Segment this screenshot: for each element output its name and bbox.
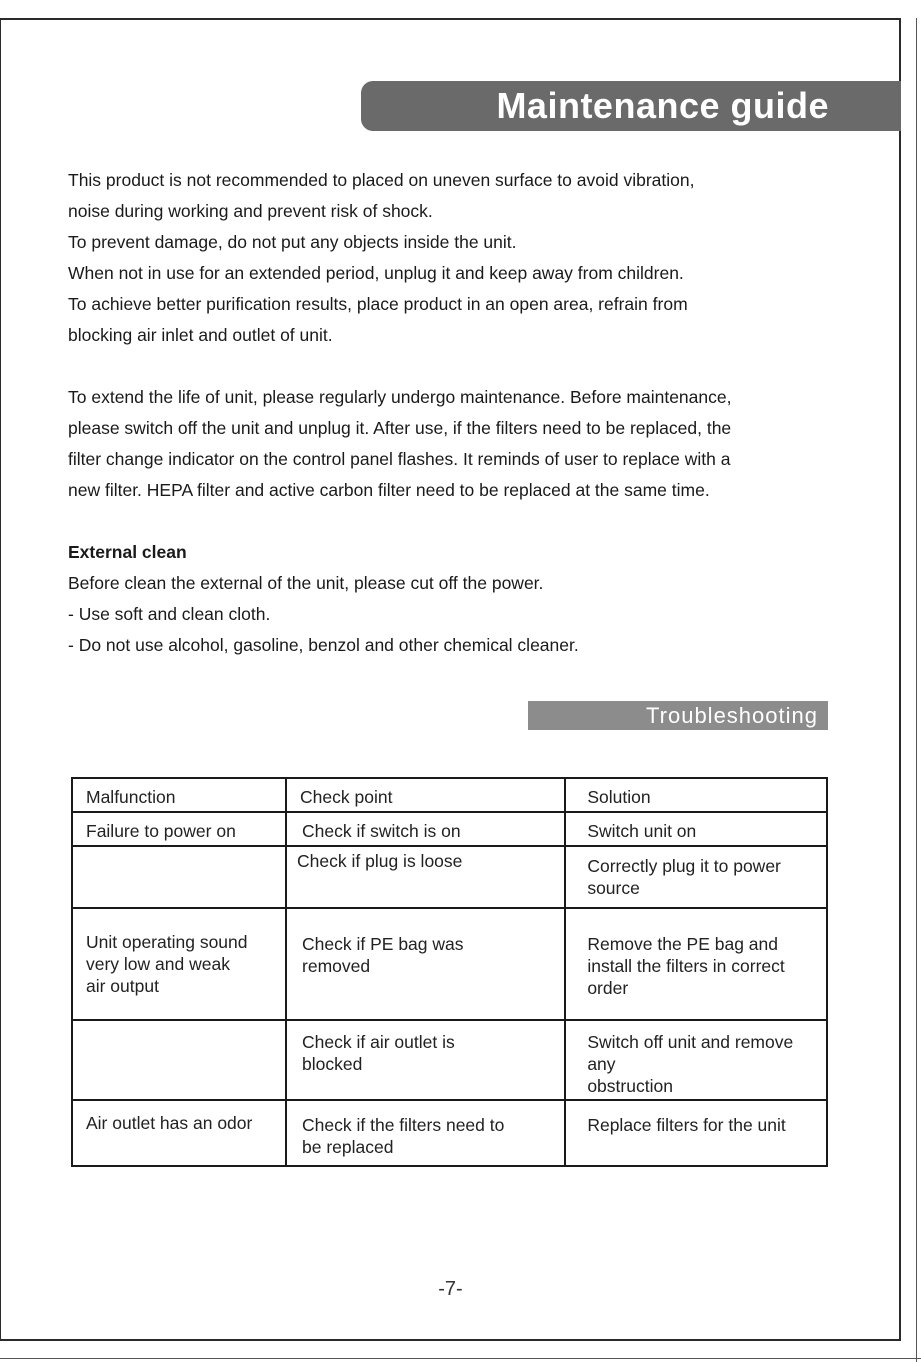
- solution-line: install the filters in correct: [587, 956, 785, 976]
- check-line: Check if PE bag was: [302, 934, 464, 954]
- check-cell: [286, 1100, 565, 1166]
- header-cell: [286, 778, 565, 812]
- intro-paragraph: [68, 165, 838, 351]
- table-row: [72, 908, 827, 1020]
- maintenance-line: filter change indicator on the control panel flashes. It reminds of user to replace with a: [68, 449, 731, 469]
- solution-text: Replace filters for the unit: [587, 1115, 786, 1135]
- intro-line: This product is not recommended to placed on uneven surface to avoid vibration,: [68, 170, 695, 190]
- solution-cell: [565, 908, 827, 1020]
- malfunction-text: Air outlet has an odor: [86, 1113, 253, 1133]
- check-text: [287, 1021, 564, 1075]
- check-cell: [286, 1020, 565, 1100]
- external-clean-line: Before clean the external of the unit, please cut off the power.: [68, 573, 544, 593]
- external-clean-section: [68, 537, 838, 661]
- solution-line: obstruction: [587, 1076, 673, 1096]
- table-row: [72, 1100, 827, 1166]
- malfunction-line: air output: [86, 976, 159, 996]
- table-header-row: [72, 778, 827, 812]
- maintenance-paragraph: [68, 382, 838, 506]
- solution-line: Correctly plug it to power: [587, 856, 781, 876]
- check-cell: [286, 846, 565, 908]
- malfunction-cell: [72, 812, 286, 846]
- check-line: Check if air outlet is: [302, 1032, 455, 1052]
- solution-cell: [565, 846, 827, 908]
- maintenance-line: please switch off the unit and unplug it. After use, if the filters need to be replaced, the: [68, 418, 732, 438]
- intro-line: blocking air inlet and outlet of unit.: [68, 325, 333, 345]
- solution-line: any: [587, 1054, 616, 1074]
- page-bottom-line: [0, 1358, 921, 1359]
- external-clean-line: - Do not use alcohol, gasoline, benzol and other chemical cleaner.: [68, 635, 579, 655]
- check-text: [287, 909, 564, 977]
- title-banner: [361, 81, 901, 131]
- solution-cell: [565, 1100, 827, 1166]
- intro-line: To achieve better purification results, place product in an open area, refrain from: [68, 294, 688, 314]
- solution-text: Switch unit on: [587, 821, 697, 841]
- header-cell: [72, 778, 286, 812]
- malfunction-text: Failure to power on: [86, 821, 236, 841]
- check-line: removed: [302, 956, 371, 976]
- solution-line: order: [587, 978, 629, 998]
- solution-text: [566, 909, 826, 999]
- header-check-point: Check point: [300, 787, 393, 807]
- check-cell: [286, 812, 565, 846]
- malfunction-cell: [72, 846, 286, 908]
- solution-text: [566, 847, 826, 899]
- page-number: -7-: [438, 1278, 463, 1300]
- maintenance-line: To extend the life of unit, please regularly undergo maintenance. Before maintenance,: [68, 387, 732, 407]
- solution-cell: [565, 1020, 827, 1100]
- check-line: blocked: [302, 1054, 363, 1074]
- intro-line: noise during working and prevent risk of shock.: [68, 201, 433, 221]
- malfunction-cell: [72, 908, 286, 1020]
- check-line: Check if the filters need to: [302, 1115, 505, 1135]
- solution-text: [566, 1021, 826, 1097]
- check-text: Check if plug is loose: [297, 851, 463, 871]
- check-text: Check if switch is on: [302, 821, 461, 841]
- table-row: [72, 846, 827, 908]
- solution-line: Switch off unit and remove: [587, 1032, 794, 1052]
- malfunction-line: Unit operating sound: [86, 932, 248, 952]
- malfunction-text: [73, 909, 285, 997]
- troubleshooting-banner: [528, 701, 828, 730]
- malfunction-line: very low and weak: [86, 954, 230, 974]
- header-solution: Solution: [587, 787, 651, 807]
- header-malfunction: Malfunction: [86, 787, 176, 807]
- header-cell: [565, 778, 827, 812]
- intro-line: When not in use for an extended period, unplug it and keep away from children.: [68, 263, 684, 283]
- intro-line: To prevent damage, do not put any objects inside the unit.: [68, 232, 517, 252]
- page-edge-line: [916, 18, 917, 1362]
- check-text: [287, 1101, 564, 1158]
- table-row: [72, 1020, 827, 1100]
- external-clean-heading: External clean: [68, 542, 187, 562]
- solution-line: Remove the PE bag and: [587, 934, 779, 954]
- solution-cell: [565, 812, 827, 846]
- troubleshooting-table: [71, 777, 828, 1167]
- malfunction-cell: [72, 1020, 286, 1100]
- check-cell: [286, 908, 565, 1020]
- page-title: Maintenance guide: [496, 85, 829, 126]
- table-row: [72, 812, 827, 846]
- maintenance-line: new filter. HEPA filter and active carbon filter need to be replaced at the same time.: [68, 480, 710, 500]
- external-clean-line: - Use soft and clean cloth.: [68, 604, 271, 624]
- check-line: be replaced: [302, 1137, 394, 1157]
- solution-line: source: [587, 878, 640, 898]
- malfunction-cell: [72, 1100, 286, 1166]
- troubleshooting-label: Troubleshooting: [646, 703, 818, 728]
